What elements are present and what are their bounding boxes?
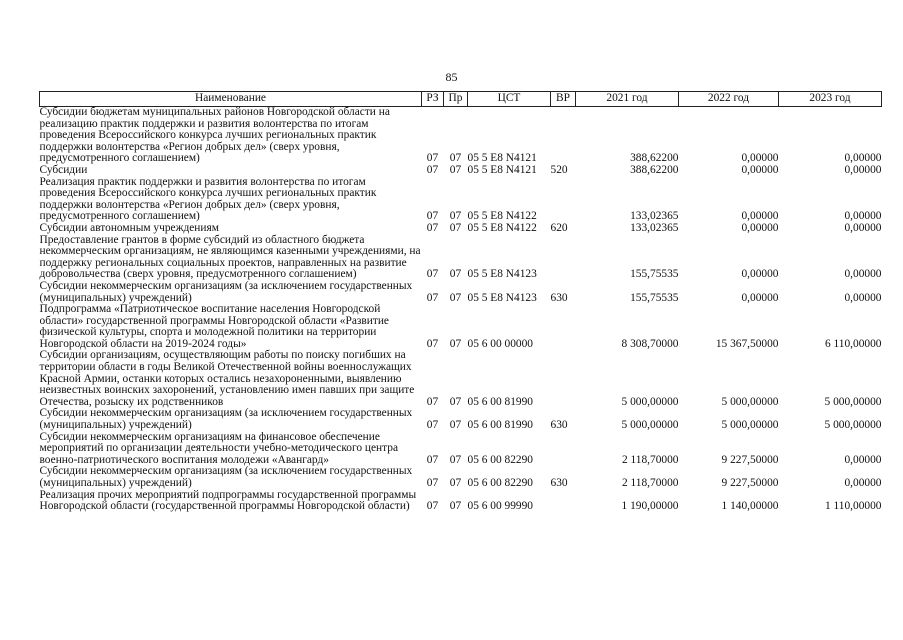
budget-table — [39, 91, 882, 513]
row-rz: 07 — [426, 163, 439, 176]
row-2021: 1 190,00000 — [621, 500, 679, 513]
row-cst: 05 6 00 81990 — [467, 395, 533, 408]
row-cst: 05 5 E8 N4123 — [467, 268, 537, 281]
row-pr: 07 — [449, 477, 462, 489]
row-cst: 05 5 E8 N4122 — [467, 210, 537, 223]
row-pr: 07 — [449, 337, 462, 350]
row-rz: 07 — [426, 152, 439, 165]
table-row — [40, 490, 882, 513]
column-header-name: Наименование — [40, 92, 422, 107]
row-2022: 0,00000 — [741, 163, 779, 176]
row-2021: 8 308,70000 — [621, 337, 679, 350]
column-header-2021: 2021 год — [576, 92, 679, 107]
row-2023: 1 110,00000 — [824, 500, 882, 513]
row-rz: 07 — [426, 210, 439, 223]
row-pr: 07 — [449, 268, 462, 281]
table-row — [40, 107, 882, 165]
table-row — [40, 165, 882, 177]
row-cst: 05 6 00 82290 — [467, 453, 533, 466]
row-vr — [551, 304, 576, 350]
row-name: Субсидии некоммерческим организациям (за исключением государственных (муниципальных) учреждений) — [39, 407, 413, 432]
row-2021: 133,02365 — [630, 210, 679, 223]
row-2023: 5 000,00000 — [824, 419, 882, 432]
row-2022: 0,00000 — [741, 268, 779, 281]
row-name: Субсидии некоммерческим организациям (за исключением государственных (муниципальных) учреждений) — [39, 465, 413, 489]
row-2021: 133,02365 — [630, 221, 679, 234]
row-name: Реализация практик поддержки и развития волонтерства по итогам проведения Всероссийского конкурса лучших региональных практик поддержки волонтерства «Регион добрых дел» (сверх уровня, предусмотренного соглашением) — [39, 175, 377, 223]
table-row — [40, 177, 882, 223]
table-row — [40, 223, 882, 235]
table-row — [40, 432, 882, 467]
row-2022: 0,00000 — [741, 291, 779, 304]
row-2021: 5 000,00000 — [621, 419, 679, 432]
row-2022: 0,00000 — [741, 221, 779, 234]
row-2022: 9 227,50000 — [721, 477, 779, 489]
row-rz: 07 — [426, 291, 439, 304]
row-2023: 0,00000 — [844, 453, 882, 466]
row-2023: 6 110,00000 — [824, 337, 882, 350]
row-cst: 05 5 E8 N4122 — [467, 221, 537, 234]
row-2021: 155,75535 — [630, 268, 679, 281]
table-body — [40, 107, 882, 513]
row-name: Субсидии бюджетам муниципальных районов Новгородской области на реализацию практик поддержки и развития волонтерства по итогам проведения Всероссийского конкурса лучших региональных практик поддержки волонтерства «Регион добрых дел» (сверх уровня, предусмотренного соглашением) — [39, 106, 390, 165]
row-cst: 05 6 00 99990 — [467, 500, 533, 513]
row-pr: 07 — [449, 152, 462, 165]
column-header-pr: Пр — [444, 92, 468, 107]
row-2023: 0,00000 — [844, 221, 882, 234]
row-pr: 07 — [449, 210, 462, 223]
table-row — [40, 408, 882, 431]
row-vr: 630 — [550, 291, 568, 304]
row-name: Субсидии — [39, 163, 88, 176]
row-cst: 05 6 00 81990 — [467, 419, 533, 432]
row-rz: 07 — [426, 477, 439, 489]
row-vr — [551, 107, 576, 165]
table-row — [40, 466, 882, 489]
row-2023: 0,00000 — [844, 268, 882, 281]
row-pr: 07 — [449, 221, 462, 234]
row-name: Субсидии организациям, осуществляющим работы по поиску погибших на территории области в годы Великой Отечественной войны военнослужащих Красной Армии, останки которых остались незахороненными, выявлению неизвестных воинских захоронений, установлению имен павших при защите Отечества, розыску их родственников — [39, 349, 415, 408]
row-2022: 5 000,00000 — [721, 419, 779, 432]
row-2023: 5 000,00000 — [824, 395, 882, 408]
row-2022: 15 367,50000 — [715, 337, 779, 350]
row-pr: 07 — [449, 163, 462, 176]
row-2022: 0,00000 — [741, 152, 779, 165]
row-vr: 520 — [550, 163, 568, 176]
row-2023: 0,00000 — [844, 477, 882, 489]
row-cst: 05 5 E8 N4123 — [467, 291, 537, 304]
row-pr: 07 — [449, 291, 462, 304]
column-header-vr: ВР — [551, 92, 576, 107]
row-rz: 07 — [426, 419, 439, 432]
row-2023: 0,00000 — [844, 291, 882, 304]
row-rz: 07 — [426, 268, 439, 281]
table-row — [40, 350, 882, 408]
row-vr: 630 — [550, 477, 568, 489]
row-pr: 07 — [449, 419, 462, 432]
row-rz: 07 — [426, 395, 439, 408]
row-2023: 0,00000 — [844, 163, 882, 176]
row-vr: 630 — [550, 419, 568, 432]
row-2023: 0,00000 — [844, 152, 882, 165]
column-header-rz: РЗ — [422, 92, 444, 107]
row-cst: 05 6 00 82290 — [467, 477, 533, 489]
row-2021: 2 118,70000 — [621, 477, 679, 489]
row-2021: 388,62200 — [630, 152, 679, 165]
page-number: 85 — [445, 70, 458, 84]
row-2022: 9 227,50000 — [721, 453, 779, 466]
table-row — [40, 281, 882, 304]
row-vr — [551, 177, 576, 223]
row-rz: 07 — [426, 453, 439, 466]
row-2022: 1 140,00000 — [721, 500, 779, 513]
row-rz: 07 — [426, 500, 439, 513]
row-vr — [551, 235, 576, 281]
row-pr: 07 — [449, 453, 462, 466]
row-2021: 2 118,70000 — [621, 453, 679, 466]
row-name: Субсидии некоммерческим организациям на финансовое обеспечение мероприятий по организации деятельности учебно-методического центра военно-патриотического воспитания молодежи «Авангард» — [39, 430, 399, 466]
row-cst: 05 5 E8 N4121 — [467, 152, 537, 165]
row-name: Предоставление грантов в форме субсидий из областного бюджета некоммерческим организациям, не являющимся казенными учреждениями, на поддержку региональных социальных проектов, направленных на развитие добровольчества (сверх уровня, предусмотренного соглашением) — [39, 233, 421, 281]
row-cst: 05 6 00 00000 — [467, 337, 533, 350]
column-header-2022: 2022 год — [679, 92, 779, 107]
row-name: Подпрограмма «Патриотическое воспитание населения Новгородской области» государственной программы Новгородской области «Развитие физической культуры, спорта и молодежной политики на территории Новгородской области на 2019-2024 годы» — [39, 303, 389, 350]
row-2021: 155,75535 — [630, 291, 679, 304]
row-name: Субсидии автономным учреждениям — [39, 221, 219, 234]
row-vr — [551, 432, 576, 467]
row-vr — [551, 490, 576, 513]
row-vr: 620 — [550, 221, 568, 234]
row-pr: 07 — [449, 500, 462, 513]
row-vr — [551, 350, 576, 408]
row-cst: 05 5 E8 N4121 — [467, 163, 537, 176]
row-name: Субсидии некоммерческим организациям (за исключением государственных (муниципальных) учреждений) — [39, 279, 413, 304]
row-2021: 388,62200 — [630, 163, 679, 176]
row-pr: 07 — [449, 395, 462, 408]
row-2022: 5 000,00000 — [721, 395, 779, 408]
table-row — [40, 235, 882, 281]
table-header-row — [40, 92, 882, 107]
table-row — [40, 304, 882, 350]
row-rz: 07 — [426, 337, 439, 350]
column-header-cst: ЦСТ — [468, 92, 551, 107]
row-2022: 0,00000 — [741, 210, 779, 223]
row-rz: 07 — [426, 221, 439, 234]
column-header-2023: 2023 год — [779, 92, 882, 107]
row-2021: 5 000,00000 — [621, 395, 679, 408]
row-name: Реализация прочих мероприятий подпрограммы государственной программы Новгородской области (государственной программы Новгородской области) — [39, 488, 417, 513]
row-2023: 0,00000 — [844, 210, 882, 223]
